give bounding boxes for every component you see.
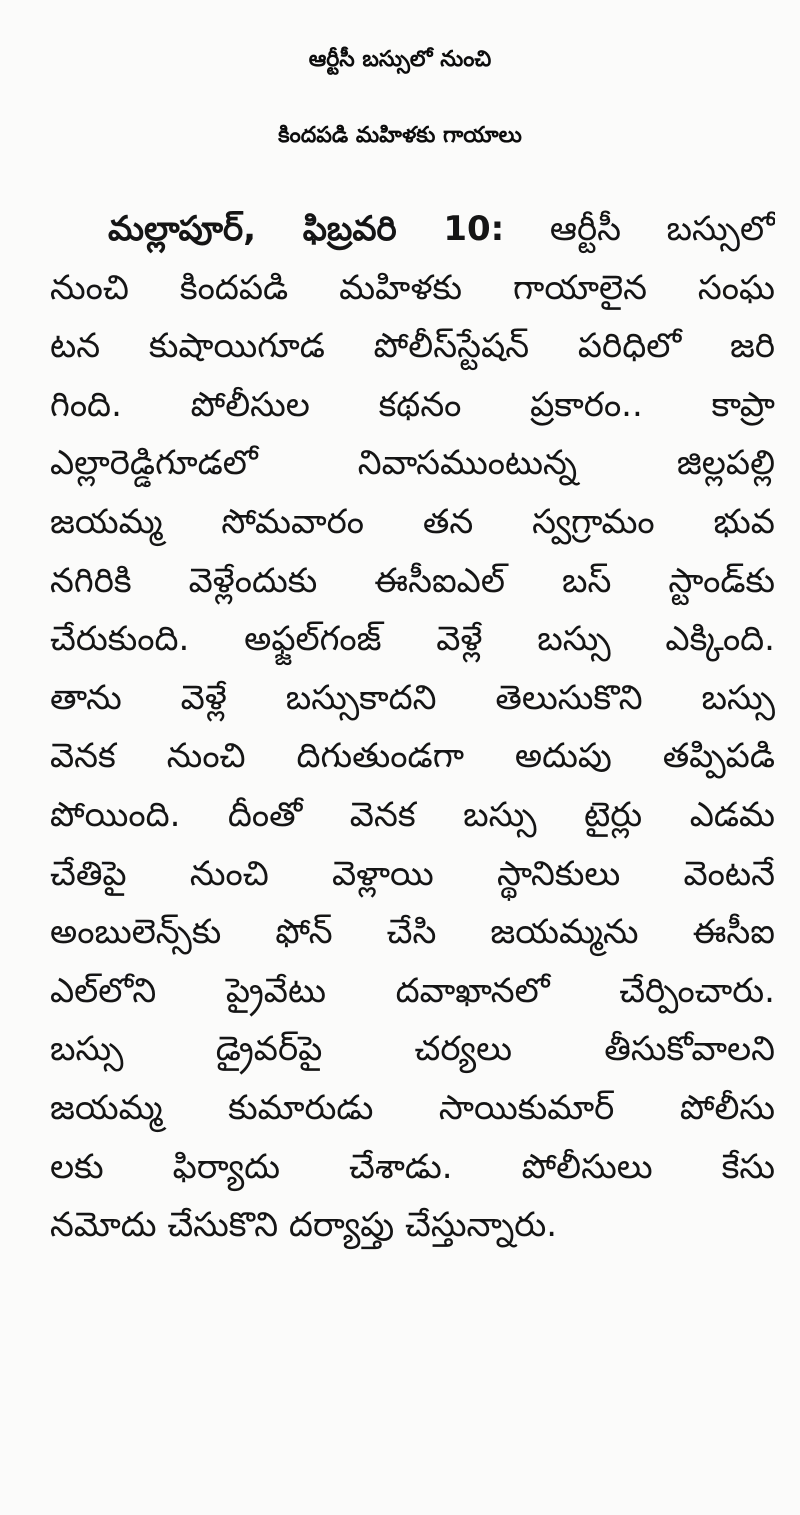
body-line-3: టన కుషాయిగూడ పోలీస్‌స్టేషన్ పరిధిలో జరి (50, 326, 775, 367)
body-line-9: తాను వెళ్లే బస్సుకాదని తెలుసుకొని బస్సు (50, 677, 775, 718)
body-line-11: పోయింది. దీంతో వెనక బస్సు టైర్లు ఎడమ (50, 794, 775, 835)
body-line-18: నమోదు చేసుకొని దర్యాప్తు చేస్తున్నారు. (50, 1205, 558, 1246)
body-line-16: జయమ్మ కుమారుడు సాయికుమార్ పోలీసు (50, 1087, 775, 1128)
article-body (50, 200, 775, 1255)
body-line-13: అంబులెన్స్‌కు ఫోన్ చేసి జయమ్మను ఈసీఐ (50, 912, 775, 953)
body-line-1-text: ఆర్టీసీ బస్సులో (549, 209, 775, 249)
headline-line-2: కిందపడి మహిళకు గాయాలు (278, 123, 522, 148)
body-line-10: వెనక నుంచి దిగుతుండగా అదుపు తప్పిపడి (50, 736, 775, 777)
dateline: మల్లాపూర్, ఫిబ్రవరి 10: (108, 209, 505, 249)
body-line-7: నగిరికి వెళ్లేందుకు ఈసీఐఎల్ బస్ స్టాండ్‌కు (50, 560, 775, 601)
body-line-17: లకు ఫిర్యాదు చేశాడు. పోలీసులు కేసు (50, 1146, 775, 1187)
headline-line-1: ఆర్టీసీ బస్సులో నుంచి (308, 47, 492, 72)
body-line-4: గింది. పోలీసుల కథనం ప్రకారం.. కాప్రా (50, 384, 775, 425)
body-line-8: చేరుకుంది. అఫ్జల్‌గంజ్ వెళ్లే బస్సు ఎక్కింది. (50, 619, 775, 660)
body-line-6: జయమ్మ సోమవారం తన స్వగ్రామం భువ (50, 501, 775, 542)
body-line-12: చేతిపై నుంచి వెళ్లాయి స్థానికులు వెంటనే (50, 853, 775, 894)
body-line-5: ఎల్లారెడ్డిగూడలో నివాసముంటున్న జిల్లపల్లి (50, 443, 775, 484)
body-line-1 (50, 200, 775, 259)
headline (0, 0, 800, 174)
body-line-14: ఎల్‌లోని ప్రైవేటు దవాఖానలో చేర్పించారు. (50, 970, 775, 1011)
body-line-15: బస్సు డ్రైవర్‌పై చర్యలు తీసుకోవాలని (50, 1029, 775, 1070)
body-line-2: నుంచి కిందపడి మహిళకు గాయాలైన సంఘ (50, 267, 775, 308)
